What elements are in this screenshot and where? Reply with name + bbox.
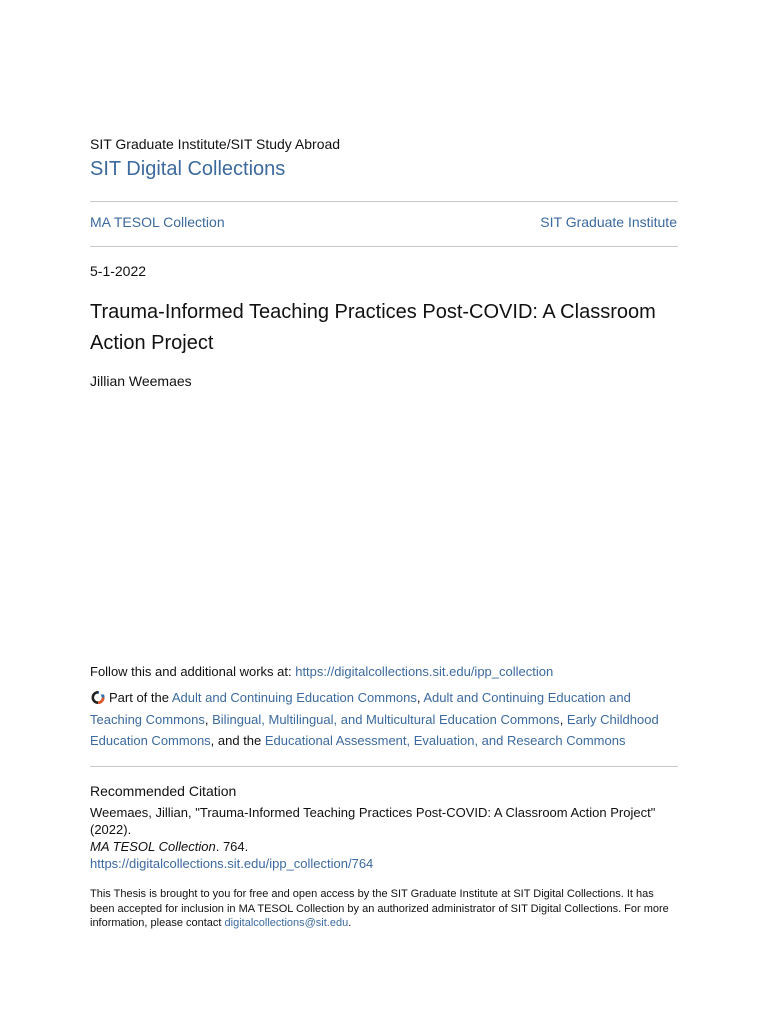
commons-link-1[interactable]: Adult and Continuing Education Commons (171, 690, 417, 705)
series-link[interactable]: MA TESOL Collection (90, 214, 225, 230)
access-notice (90, 887, 680, 931)
citation-body (90, 804, 690, 872)
citation-series: MA TESOL Collection (90, 839, 216, 854)
top-divider (90, 201, 678, 202)
separator: , (204, 711, 213, 727)
notice-end: . (348, 917, 352, 929)
nav-divider (90, 246, 678, 247)
access-notice-text: This Thesis is brought to you for free and open access by the SIT Graduate Institute at SIT Digital Collections. It has been accepted for inclusion in MA TESOL Collection by an authorized administrator of SIT Digital Collections. For more information, please contact (90, 888, 669, 929)
citation-heading: Recommended Citation (90, 783, 237, 799)
publication-date: 5-1-2022 (90, 263, 147, 279)
commons-link-4[interactable]: Early Childhood Education Commons (90, 711, 659, 748)
collection-url-link[interactable]: https://digitalcollections.sit.edu/ipp_collection (295, 664, 554, 679)
citation-number: . 764. (215, 839, 249, 854)
follow-line (90, 664, 553, 679)
author-name: Jillian Weemaes (90, 373, 192, 389)
commons-link-5[interactable]: Educational Assessment, Evaluation, and Research Commons (264, 733, 626, 748)
institution-name: SIT Graduate Institute/SIT Study Abroad (90, 136, 341, 152)
commons-link-3[interactable]: Bilingual, Multilingual, and Multicultural Education Commons (212, 711, 560, 727)
contact-email-link[interactable]: digitalcollections@sit.edu (224, 917, 349, 929)
department-link[interactable]: SIT Graduate Institute (540, 214, 677, 230)
follow-prefix: Follow this and additional works at: (90, 664, 296, 679)
bepress-commons-icon (90, 689, 106, 705)
commons-link-2[interactable]: Adult and Continuing Education and Teaching Commons (90, 690, 631, 727)
separator: , (559, 711, 567, 727)
citation-series-line (90, 838, 690, 855)
citation-line: Weemaes, Jillian, "Trauma-Informed Teaching Practices Post-COVID: A Classroom Action Project" (2022). (90, 805, 656, 837)
part-of-commons (90, 687, 680, 752)
part-of-prefix: Part of the (109, 690, 172, 705)
document-title: Trauma-Informed Teaching Practices Post-COVID: A Classroom Action Project (90, 301, 656, 354)
citation-url-link[interactable]: https://digitalcollections.sit.edu/ipp_collection/764 (90, 856, 374, 871)
collection-site-link[interactable]: SIT Digital Collections (90, 158, 286, 180)
separator: , (416, 690, 424, 705)
citation-divider (90, 766, 678, 767)
and-the-text: , and the (210, 733, 265, 748)
